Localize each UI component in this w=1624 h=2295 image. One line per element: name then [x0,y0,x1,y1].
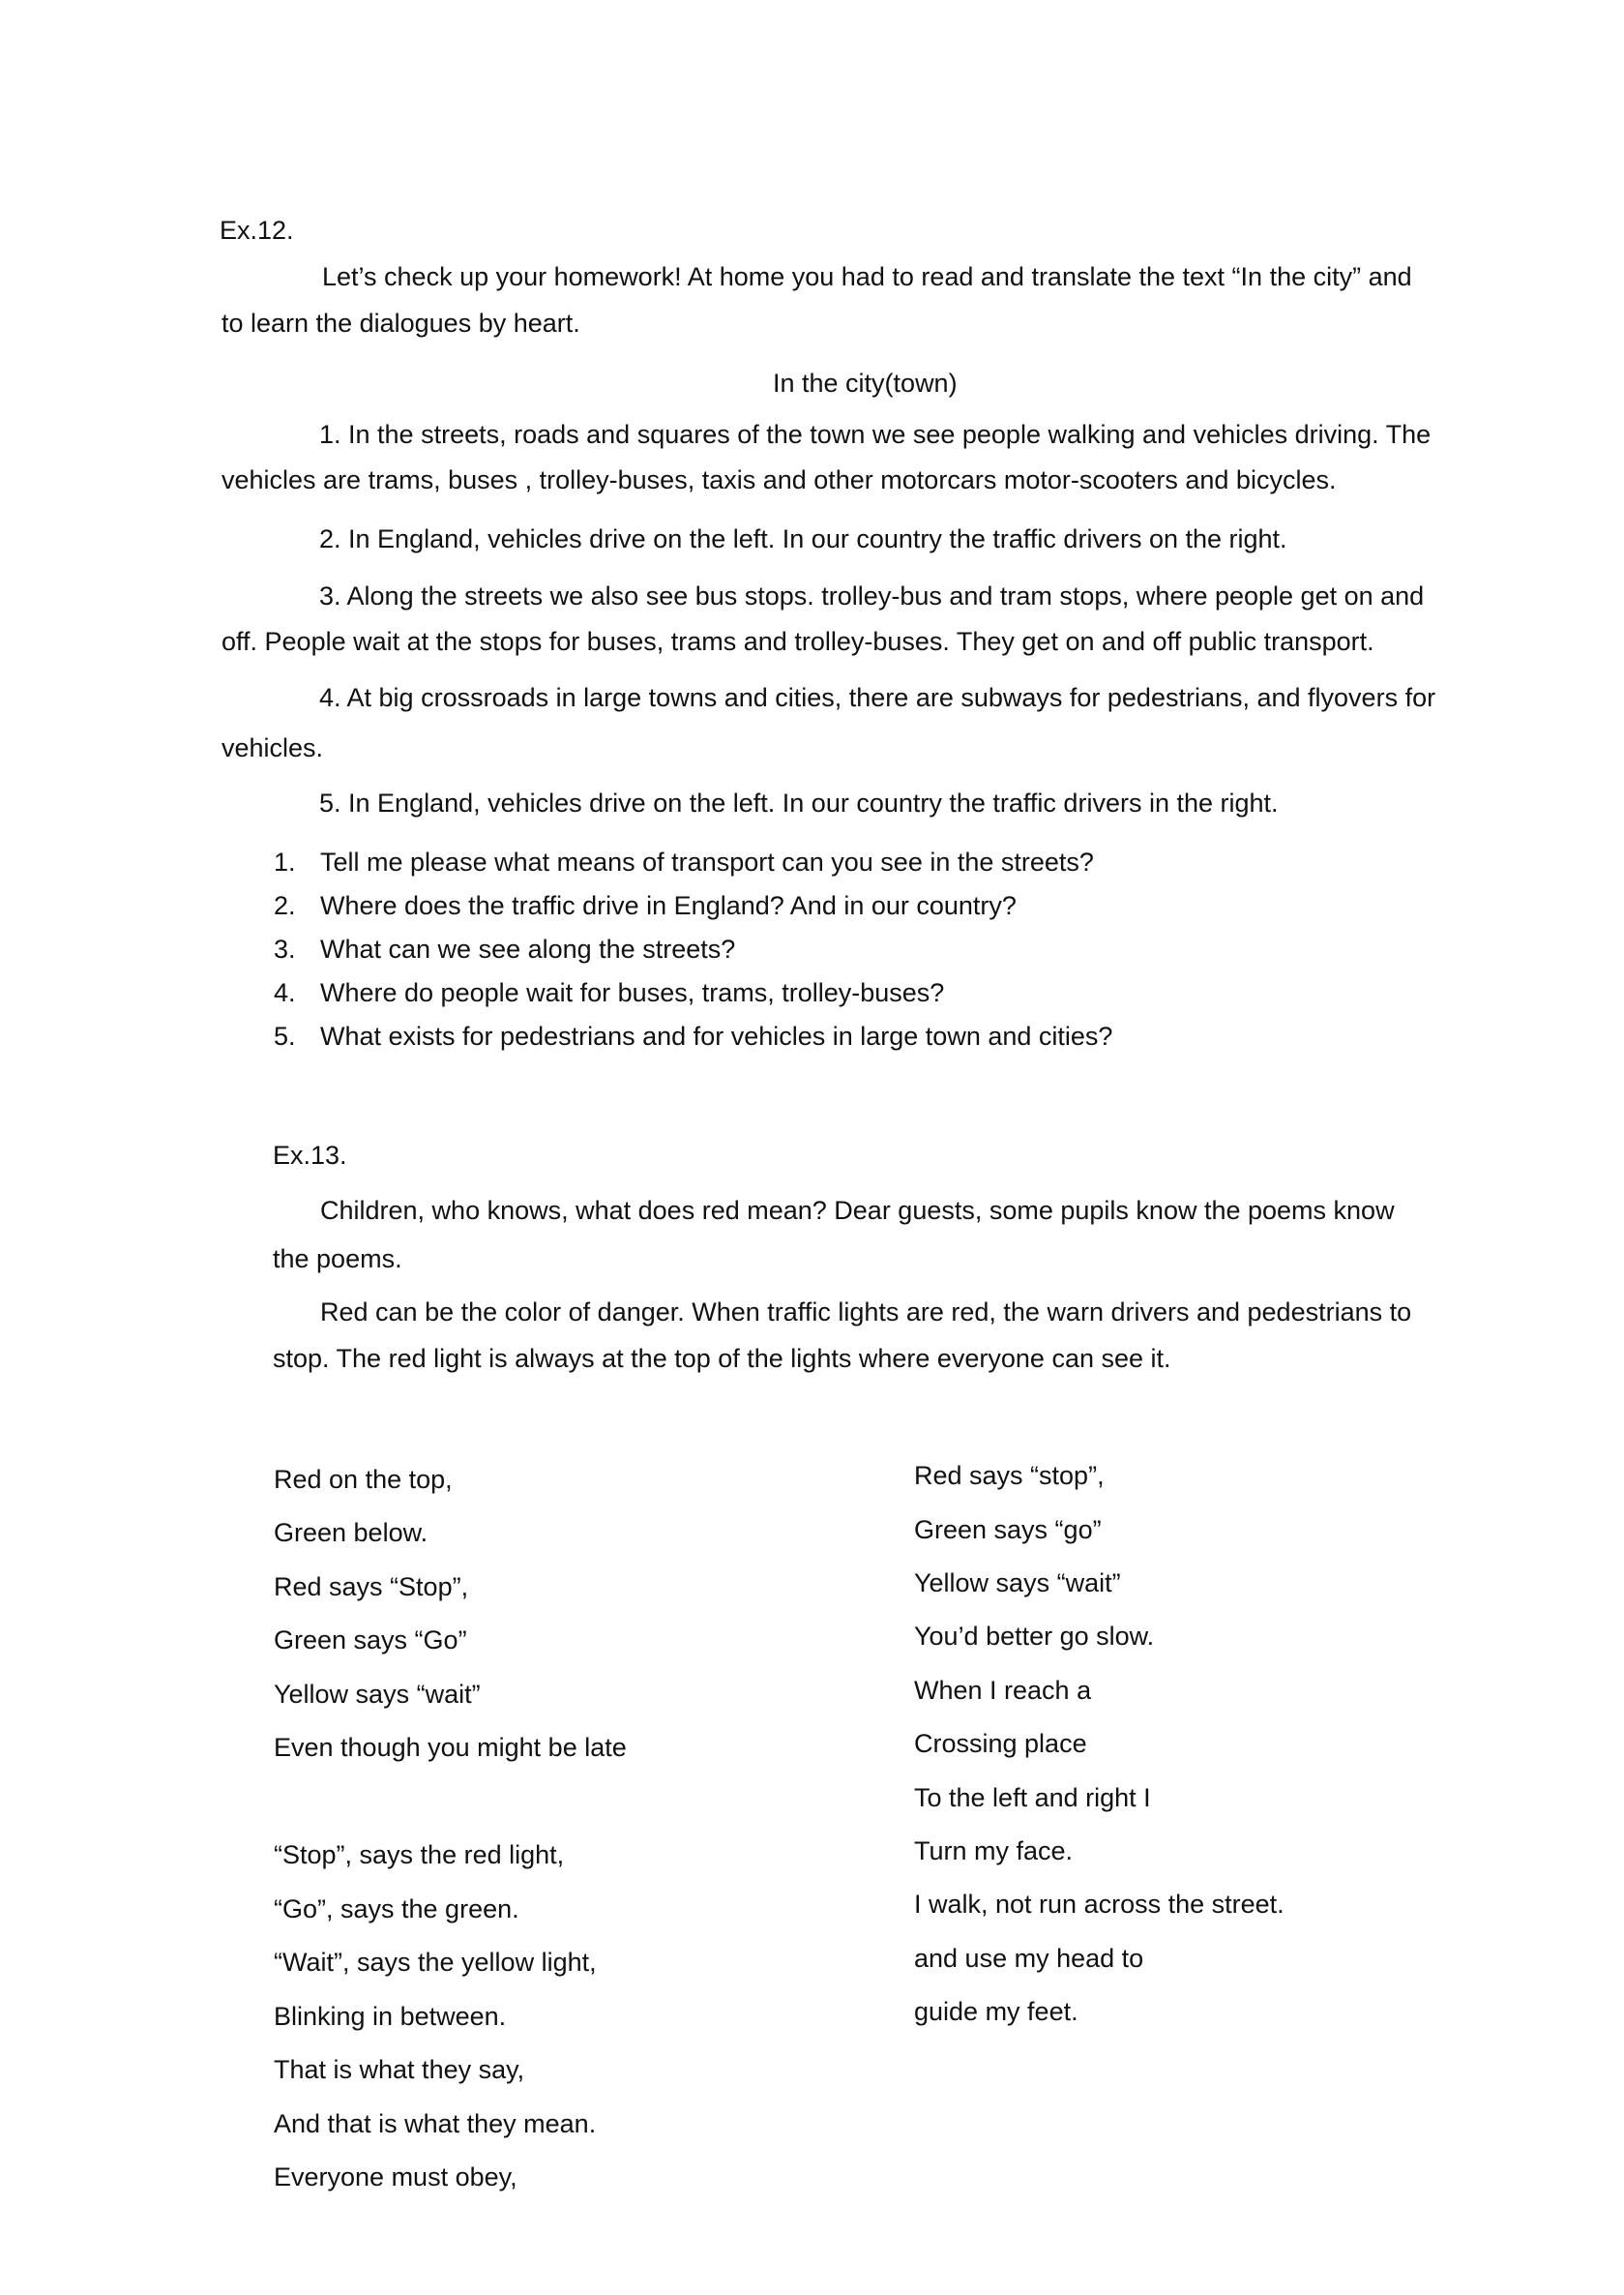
poem-line: Everyone must obey, [274,2162,517,2191]
poem-line: Crossing place [914,1729,1087,1758]
poem-line: You’d better go slow. [914,1622,1155,1651]
paragraph-4-line-2: vehicles. [221,733,324,762]
paragraph-1-line-2: vehicles are trams, buses , trolley-buses, taxis and other motorcars motor-scooters and bicycles. [221,465,1337,494]
poem-line: When I reach a [914,1676,1092,1705]
paragraph-1-line-1: 1. In the streets, roads and squares of the town we see people walking and vehicles driving. The [319,420,1432,449]
question-number: 1. [274,848,296,877]
paragraph-3-line-2: off. People wait at the stops for buses, trams and trolley-buses. They get on and off public transport. [221,627,1374,656]
question-text: Where does the traffic drive in England? And in our country? [320,891,1017,920]
ex12-intro-line-2: to learn the dialogues by heart. [221,309,580,338]
poem-line: and use my head to [914,1944,1144,1973]
red-paragraph-line-1: Red can be the color of danger. When traffic lights are red, the warn drivers and pedestrians to [320,1297,1412,1326]
poem-line: Yellow says “wait” [274,1680,481,1709]
poem-line: That is what they say, [274,2055,525,2084]
ex12-label: Ex.12. [220,216,294,245]
poem-line: Green says “go” [914,1515,1102,1544]
poem-line: And that is what they mean. [274,2109,597,2138]
poem-line: To the left and right I [914,1783,1151,1812]
question-text: What can we see along the streets? [320,935,736,964]
paragraph-3-line-1: 3. Along the streets we also see bus stops. trolley-bus and tram stops, where people get on and [319,581,1425,611]
text-title: In the city(town) [773,369,958,398]
ex13-intro-line-2: the poems. [273,1244,402,1273]
poem-line: Yellow says “wait” [914,1568,1121,1597]
poem-line: Turn my face. [914,1836,1074,1865]
paragraph-4-line-1: 4. At big crossroads in large towns and cities, there are subways for pedestrians, and flyovers for [319,683,1436,712]
poem-line: Even though you might be late [274,1733,627,1762]
poem-line: Blinking in between. [274,2002,507,2031]
ex12-intro-line-1: Let’s check up your homework! At home you had to read and translate the text “In the city” and [322,262,1412,291]
question-number: 4. [274,978,296,1007]
question-number: 5. [274,1022,296,1051]
poem-line: Green below. [274,1518,428,1547]
poem-line: I walk, not run across the street. [914,1890,1284,1919]
poem-line: Red says “stop”, [914,1461,1105,1490]
question-number: 3. [274,935,296,964]
paragraph-2-line-1: 2. In England, vehicles drive on the left. In our country the traffic drivers on the right. [319,524,1287,553]
poem-line: “Go”, says the green. [274,1894,519,1923]
poem-line: Green says “Go” [274,1625,467,1654]
question-text: Where do people wait for buses, trams, trolley-buses? [320,978,945,1007]
ex13-label: Ex.13. [273,1141,347,1170]
question-text: Tell me please what means of transport can you see in the streets? [320,848,1094,877]
poem-line: “Stop”, says the red light, [274,1840,565,1869]
poem-line: “Wait”, says the yellow light, [274,1948,597,1977]
poem-line: Red says “Stop”, [274,1572,469,1601]
red-paragraph-line-2: stop. The red light is always at the top of the lights where everyone can see it. [273,1344,1171,1373]
poem-line: Red on the top, [274,1465,453,1494]
question-number: 2. [274,891,296,920]
poem-line: guide my feet. [914,1997,1078,2026]
question-text: What exists for pedestrians and for vehicles in large town and cities? [320,1022,1113,1051]
paragraph-5-line-1: 5. In England, vehicles drive on the left. In our country the traffic drivers in the right. [319,789,1279,818]
ex13-intro-line-1: Children, who knows, what does red mean? Dear guests, some pupils know the poems know [320,1196,1395,1225]
